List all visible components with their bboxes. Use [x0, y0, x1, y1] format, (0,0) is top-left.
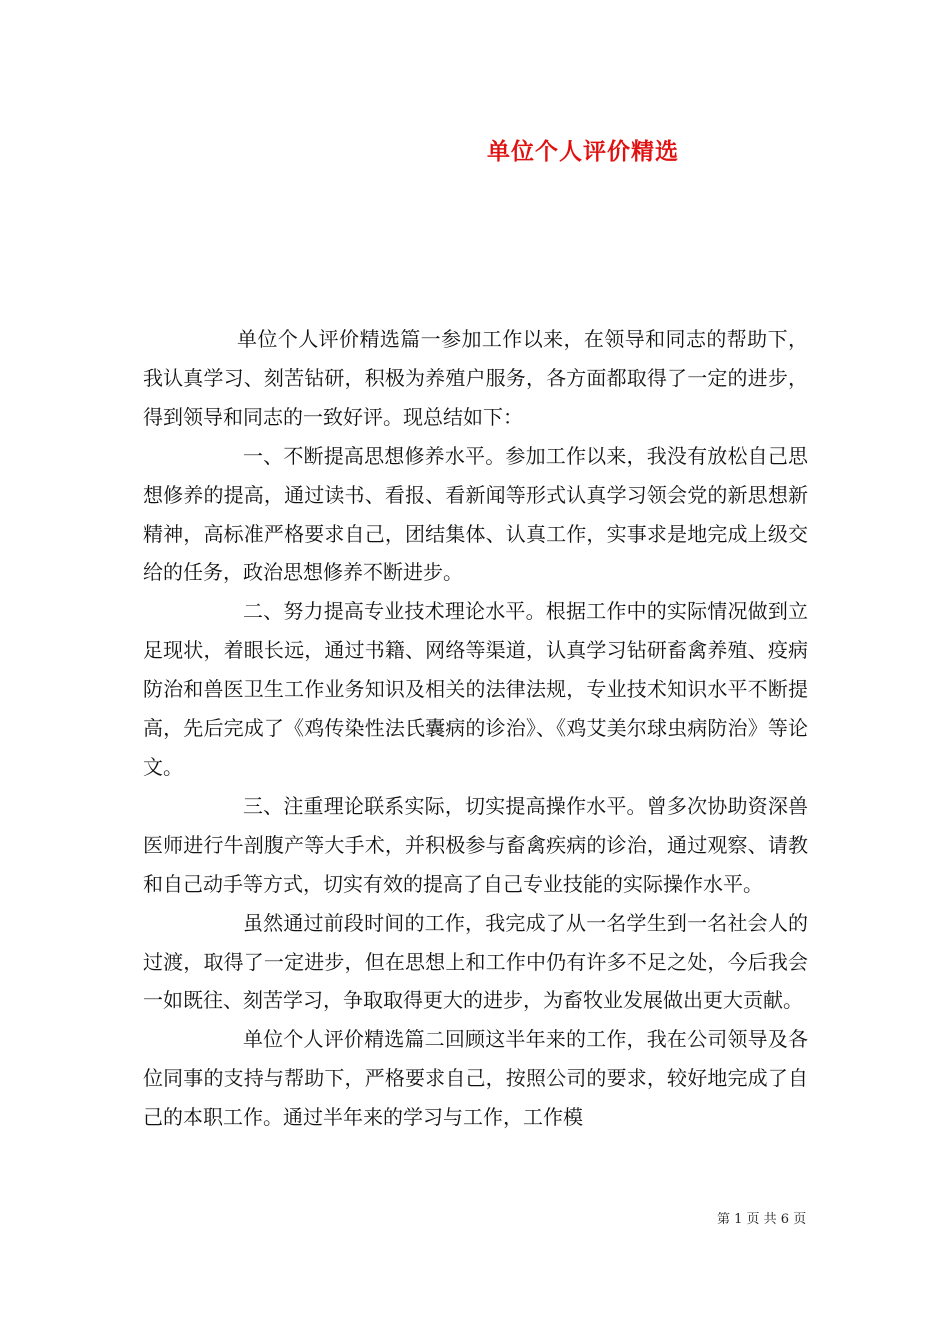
paragraph-2: 一、不断提高思想修养水平。参加工作以来，我没有放松自己思想修养的提高，通过读书、看报、看新闻等形式认真学习领会党的新思想新精神，高标准严格要求自己，团结集体、认真工作，实事求是地完成上级交给的任务，政治思想修养不断进步。 [143, 443, 808, 585]
document-title: 单位个人评价精选 [487, 138, 679, 165]
paragraph-4: 三、注重理论联系实际，切实提高操作水平。曾多次协助资深兽医师进行牛剖腹产等大手术，并积极参与畜禽疾病的诊治，通过观察、请教和自己动手等方式，切实有效的提高了自己专业技能的实际操作水平。 [143, 793, 808, 896]
paragraph-1: 单位个人评价精选篇一参加工作以来，在领导和同志的帮助下，我认真学习、刻苦钻研，积极为养殖户服务，各方面都取得了一定的进步，得到领导和同志的一致好评。现总结如下： [143, 327, 808, 429]
page-number-footer: 第 1 页 共 6 页 [717, 1212, 807, 1227]
document-body [143, 320, 808, 1137]
paragraph-5: 虽然通过前段时间的工作，我完成了从一名学生到一名社会人的过渡，取得了一定进步，但在思想上和工作中仍有许多不足之处，今后我会一如既往、刻苦学习，争取取得更大的进步，为畜牧业发展做出更大贡献。 [143, 910, 808, 1013]
paragraph-3: 二、努力提高专业技术理论水平。根据工作中的实际情况做到立足现状，着眼长远，通过书籍、网络等渠道，认真学习钻研畜禽养殖、疫病防治和兽医卫生工作业务知识及相关的法律法规，专业技术知识水平不断提高，先后完成了《鸡传染性法氏囊病的诊治》、《鸡艾美尔球虫病防治》等论文。 [143, 599, 808, 779]
paragraph-6: 单位个人评价精选篇二回顾这半年来的工作，我在公司领导及各位同事的支持与帮助下，严格要求自己，按照公司的要求，较好地完成了自己的本职工作。通过半年来的学习与工作，工作模 [143, 1027, 808, 1130]
